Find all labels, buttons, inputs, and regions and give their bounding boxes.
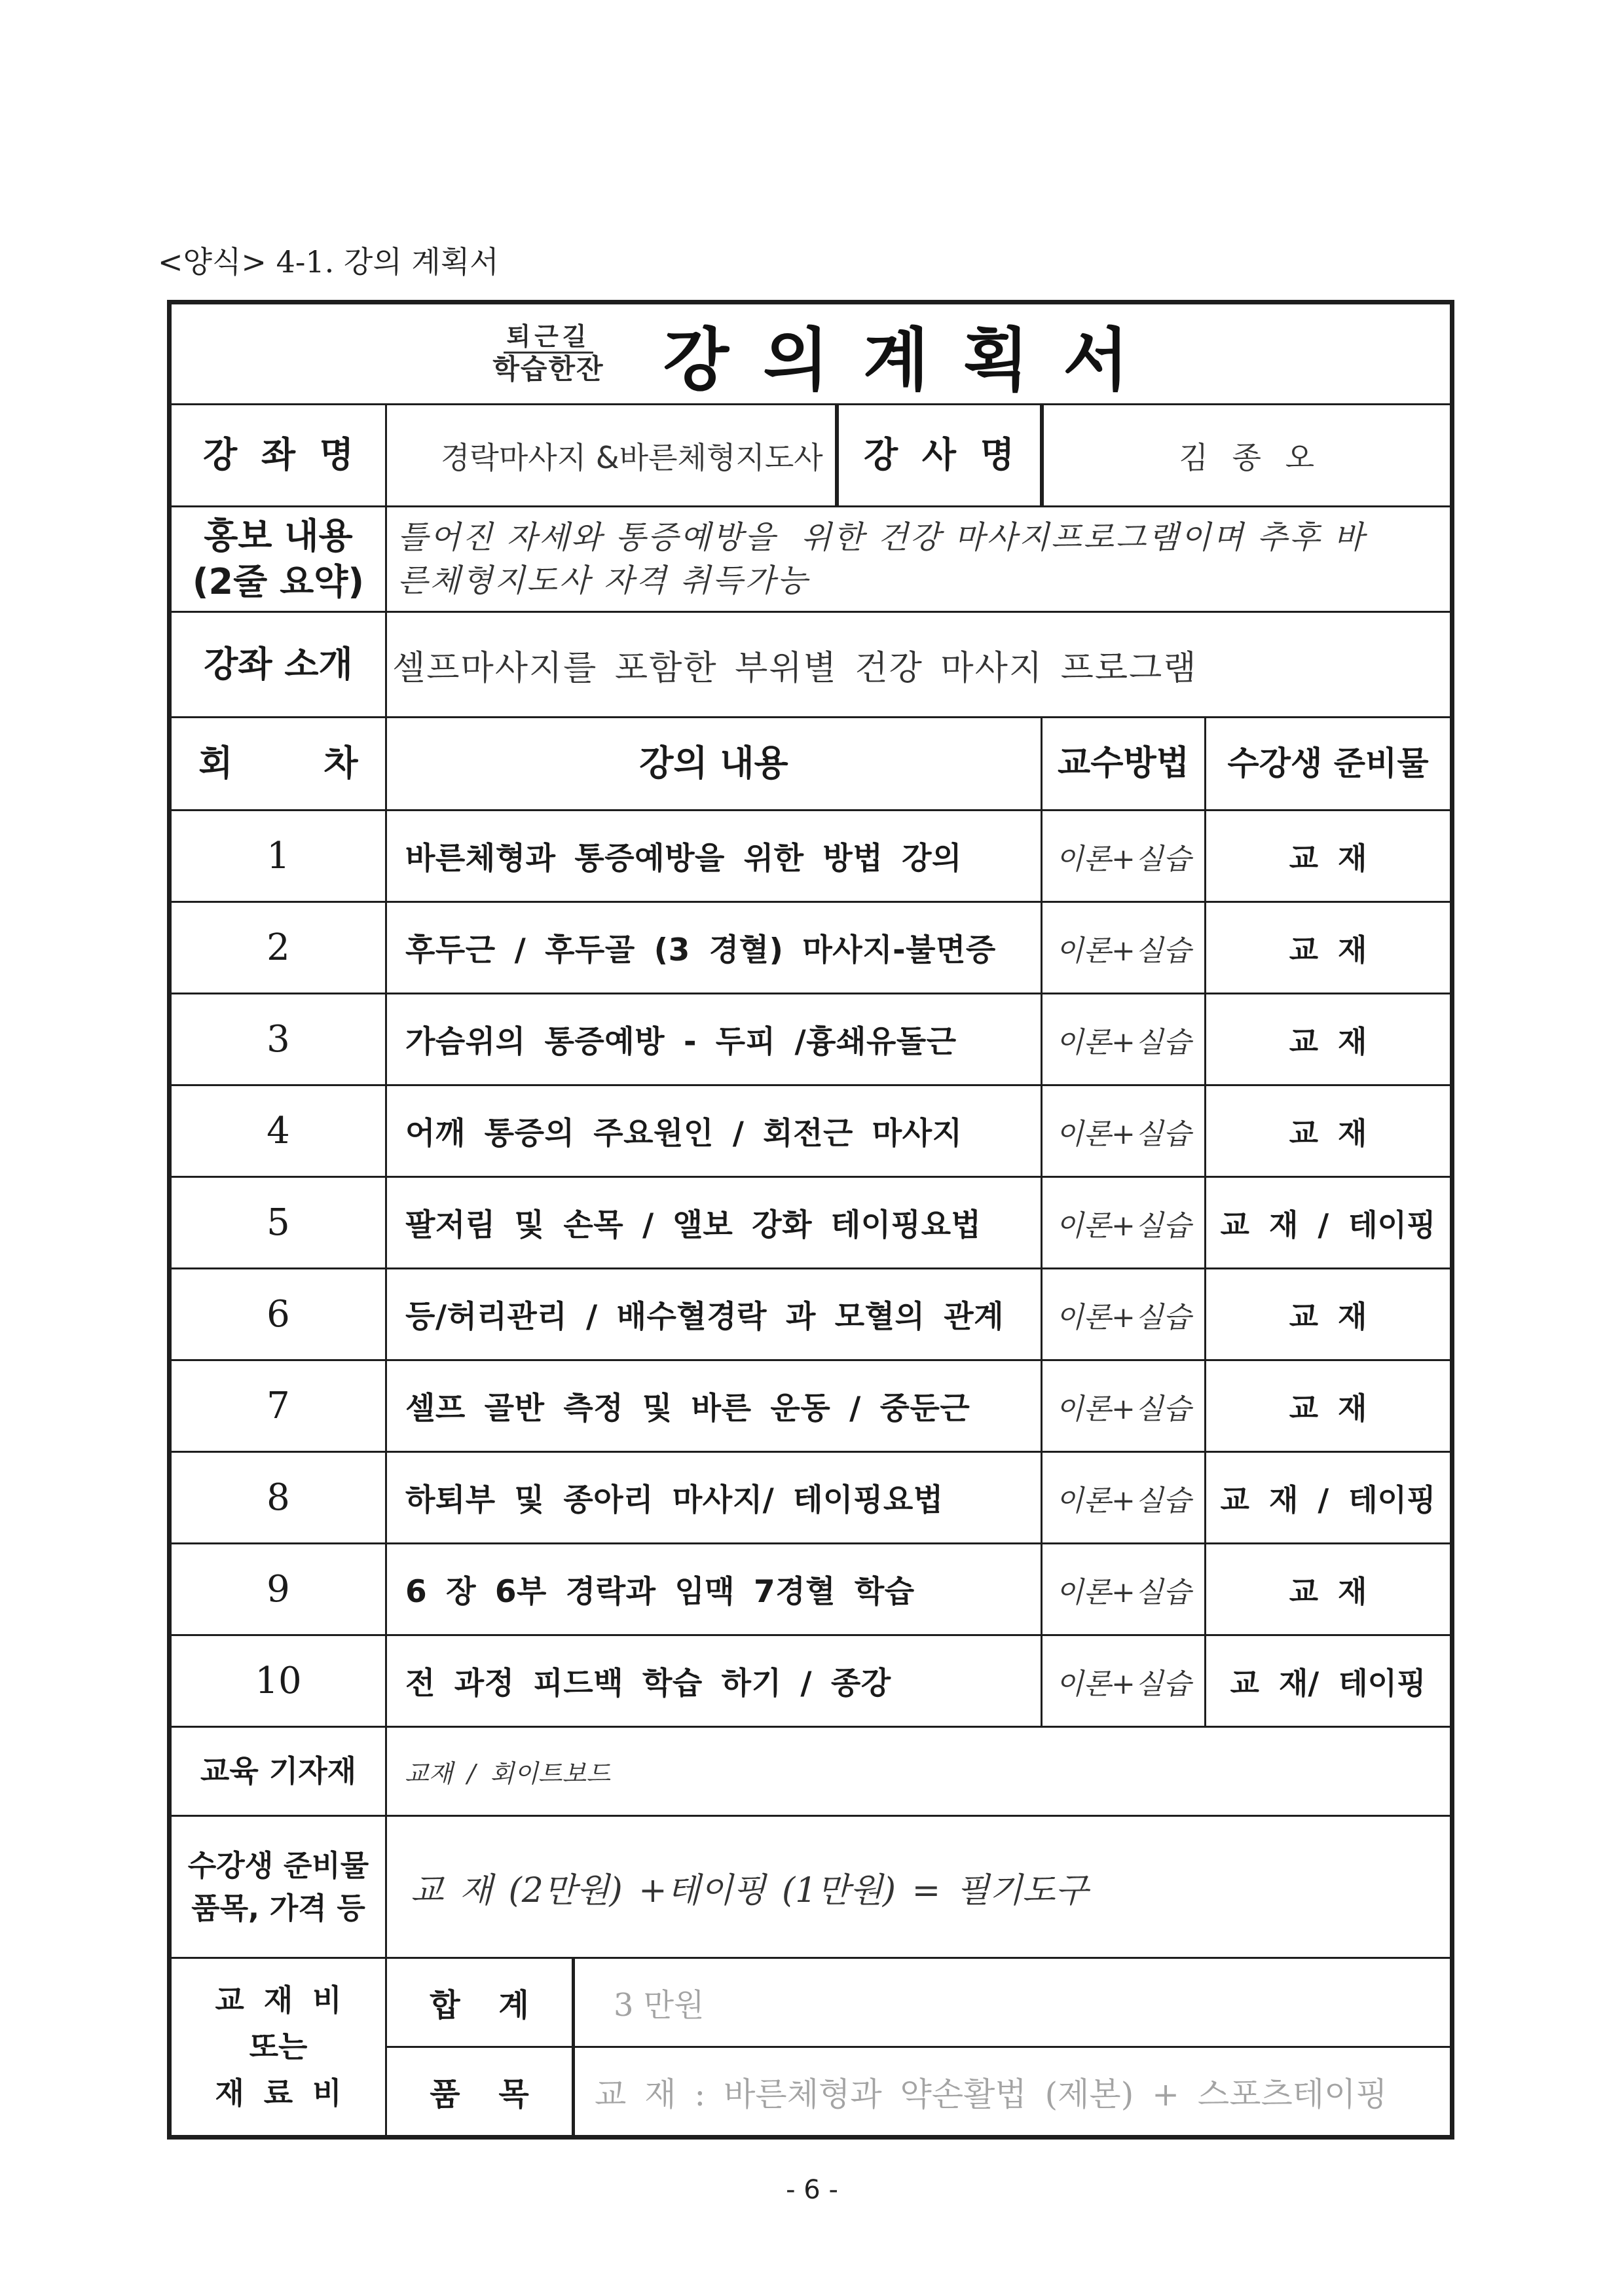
schedule-row xyxy=(170,1544,1452,1635)
student-materials-label-line1: 수강생 준비물 xyxy=(187,1848,369,1883)
session-number: 2 xyxy=(170,902,386,994)
course-name-value: 경락마사지 &바른체형지도사 xyxy=(386,405,837,507)
material-cost-label-line3: 재 료 비 xyxy=(215,2075,342,2111)
student-materials: 교 재 xyxy=(1206,902,1452,994)
session-header: 회 차 xyxy=(170,718,386,811)
promotion-label-line1: 홍보 내용 xyxy=(204,515,353,556)
session-number: 9 xyxy=(170,1544,386,1635)
lecture-content: 전 과정 피드백 학습 하기 / 종강 xyxy=(386,1635,1042,1727)
total-value: 3 만원 xyxy=(574,1958,1452,2047)
teaching-method: 이론+실습 xyxy=(1042,1452,1206,1544)
session-number: 1 xyxy=(170,811,386,902)
student-materials: 교 재 xyxy=(1206,811,1452,902)
lecture-content: 6 장 6부 경락과 임맥 7경혈 학습 xyxy=(386,1544,1042,1635)
course-name-label: 강 좌 명 xyxy=(170,405,386,507)
teaching-method: 이론+실습 xyxy=(1042,811,1206,902)
promotion-row xyxy=(170,507,1452,612)
material-cost-total-row xyxy=(170,1958,1452,2047)
teaching-method: 이론+실습 xyxy=(1042,994,1206,1085)
material-cost-label-line1: 교 재 비 xyxy=(215,1982,342,2018)
schedule-row xyxy=(170,1452,1452,1544)
lecture-content: 가슴위의 통증예방 - 두피 /흉쇄유돌근 xyxy=(386,994,1042,1085)
lecture-content: 하퇴부 및 종아리 마사지/ 테이핑요법 xyxy=(386,1452,1042,1544)
teaching-method: 이론+실습 xyxy=(1042,1360,1206,1452)
schedule-row xyxy=(170,1360,1452,1452)
student-materials-label-line2: 품목, 가격 등 xyxy=(191,1891,365,1925)
instructor-label: 강 사 명 xyxy=(837,405,1042,507)
brand-logo xyxy=(492,324,604,384)
promotion-label xyxy=(170,507,386,612)
document-title: 강 의 계 획 서 xyxy=(663,319,1129,400)
lecture-content: 바른체형과 통증예방을 위한 방법 강의 xyxy=(386,811,1042,902)
student-materials-label xyxy=(170,1816,386,1958)
student-materials-row xyxy=(170,1816,1452,1958)
title-row xyxy=(170,302,1452,405)
material-cost-label-line2: 또는 xyxy=(249,2028,308,2064)
course-intro-value: 셀프마사지를 포함한 부위별 건강 마사지 프로그램 xyxy=(386,612,1452,718)
total-label: 합 계 xyxy=(386,1958,574,2047)
schedule-row xyxy=(170,811,1452,902)
items-label: 품 목 xyxy=(386,2047,574,2138)
course-row xyxy=(170,405,1452,507)
schedule-row xyxy=(170,902,1452,994)
session-number: 6 xyxy=(170,1269,386,1360)
student-materials: 교 재 xyxy=(1206,994,1452,1085)
materials-header: 수강생 준비물 xyxy=(1206,718,1452,811)
lecture-content: 팔저림 및 손목 / 앨보 강화 테이핑요법 xyxy=(386,1177,1042,1269)
student-materials: 교 재 / 테이핑 xyxy=(1206,1452,1452,1544)
teaching-method: 이론+실습 xyxy=(1042,1544,1206,1635)
lecture-plan-table xyxy=(167,300,1454,2140)
student-materials: 교 재/ 테이핑 xyxy=(1206,1635,1452,1727)
student-materials: 교 재 xyxy=(1206,1544,1452,1635)
logo-text-top: 퇴근길 xyxy=(504,324,593,354)
equipment-row xyxy=(170,1727,1452,1816)
promotion-line-1: 틀어진 자세와 통증예방을 위한 건강 마사지프로그램이며 추후 바 xyxy=(397,519,1367,556)
session-number: 3 xyxy=(170,994,386,1085)
student-materials-value: 교 재 (2만원) +테이핑 (1만원) = 필기도구 xyxy=(386,1816,1452,1958)
schedule-row xyxy=(170,994,1452,1085)
schedule-row xyxy=(170,1635,1452,1727)
intro-row xyxy=(170,612,1452,718)
lecture-content: 셀프 골반 측정 및 바른 운동 / 중둔근 xyxy=(386,1360,1042,1452)
session-number: 7 xyxy=(170,1360,386,1452)
schedule-row xyxy=(170,1177,1452,1269)
teaching-method: 이론+실습 xyxy=(1042,902,1206,994)
page-number: - 6 - xyxy=(786,2175,838,2205)
equipment-value: 교재 / 회이트보드 xyxy=(386,1727,1452,1816)
title-cell xyxy=(170,302,1452,405)
course-intro-label: 강좌 소개 xyxy=(170,612,386,718)
form-label: <양식> 4-1. 강의 계획서 xyxy=(158,244,499,280)
promotion-value xyxy=(386,507,1452,612)
method-header: 교수방법 xyxy=(1042,718,1206,811)
lecture-content: 어깨 통증의 주요원인 / 회전근 마사지 xyxy=(386,1085,1042,1177)
content-header: 강의 내용 xyxy=(386,718,1042,811)
student-materials: 교 재 xyxy=(1206,1085,1452,1177)
promotion-line-2: 른체형지도사 자격 취득가능 xyxy=(397,562,809,599)
teaching-method: 이론+실습 xyxy=(1042,1635,1206,1727)
session-number: 8 xyxy=(170,1452,386,1544)
lecture-content: 등/허리관리 / 배수혈경락 과 모혈의 관계 xyxy=(386,1269,1042,1360)
instructor-value: 김 종 오 xyxy=(1042,405,1452,507)
schedule-header-row xyxy=(170,718,1452,811)
teaching-method: 이론+실습 xyxy=(1042,1085,1206,1177)
schedule-row xyxy=(170,1085,1452,1177)
session-number: 5 xyxy=(170,1177,386,1269)
logo-text-bottom: 학습한잔 xyxy=(492,352,604,385)
equipment-label: 교육 기자재 xyxy=(170,1727,386,1816)
teaching-method: 이론+실습 xyxy=(1042,1269,1206,1360)
student-materials: 교 재 / 테이핑 xyxy=(1206,1177,1452,1269)
items-value: 교 재 : 바른체형과 약손활법 (제본) + 스포츠테이핑 xyxy=(574,2047,1452,2138)
teaching-method: 이론+실습 xyxy=(1042,1177,1206,1269)
promotion-label-line2: (2줄 요약) xyxy=(192,561,365,602)
material-cost-label xyxy=(170,1958,386,2138)
session-number: 4 xyxy=(170,1085,386,1177)
schedule-row xyxy=(170,1269,1452,1360)
student-materials: 교 재 xyxy=(1206,1269,1452,1360)
student-materials: 교 재 xyxy=(1206,1360,1452,1452)
lecture-content: 후두근 / 후두골 (3 경혈) 마사지-불면증 xyxy=(386,902,1042,994)
session-number: 10 xyxy=(170,1635,386,1727)
